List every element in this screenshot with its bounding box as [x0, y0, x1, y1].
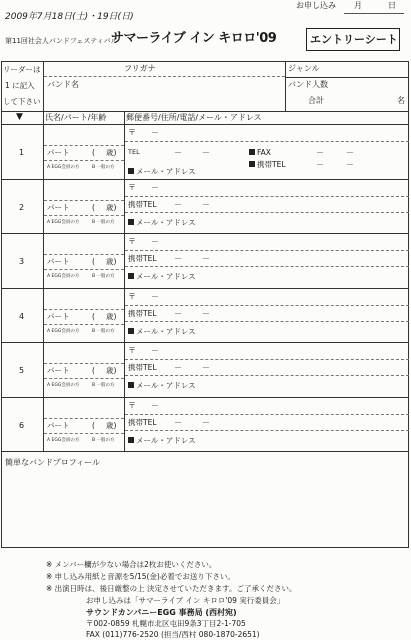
name-divider	[44, 145, 124, 146]
part-label: パート	[47, 420, 70, 430]
note-1: ※ メンバー欄が少ない場合は2枚お使いください。	[46, 560, 217, 569]
application-date-line	[344, 13, 404, 14]
mobile-divider	[125, 321, 409, 322]
email-bullet-icon	[128, 437, 134, 443]
email-field	[128, 273, 196, 281]
age-label: 歳)	[106, 420, 117, 430]
email-bullet-icon	[128, 382, 134, 388]
mobile-tel-label: 携帯TEL	[128, 417, 157, 427]
age-label: 歳)	[106, 148, 117, 157]
email-label: メール・アドレス	[136, 326, 196, 336]
mobile-dash-1: －	[174, 254, 182, 263]
membership-option-a[interactable]: A EGG会員の方	[47, 219, 80, 225]
name-column-header: 氏名/パート/年齢	[45, 113, 107, 122]
postal-divider	[125, 414, 409, 415]
age-open-paren: (	[92, 148, 95, 157]
membership-option-b[interactable]: B 一般の方	[92, 328, 115, 334]
email-field	[128, 168, 196, 176]
email-bullet-icon	[128, 168, 134, 174]
mobile-divider	[125, 430, 409, 431]
member-number: 1	[19, 148, 25, 157]
fax-dash-1: －	[316, 148, 324, 157]
postal-divider	[125, 305, 409, 306]
form-name-box	[306, 28, 400, 51]
postal-dash: －	[151, 346, 159, 355]
mobile-tel-label: 携帯TEL	[128, 199, 157, 209]
age-open-paren: (	[92, 420, 95, 430]
postal-divider	[125, 196, 409, 197]
postal-dash: －	[151, 182, 159, 192]
part-divider	[44, 269, 124, 270]
company-address: 〒002-0859 札幌市北区屯田9条3丁目2-1-705	[86, 619, 246, 628]
company-name: サウンドカンパニーEGG 事務局 (西村宛)	[86, 608, 237, 617]
age-open-paren: (	[92, 257, 95, 266]
fax-field	[249, 149, 271, 157]
event-series: 第11回社会人バンドフェスティバル	[5, 37, 118, 45]
member-count-label: バンド人数	[288, 80, 328, 89]
mobile-tel-label: 携帯TEL	[128, 308, 157, 318]
email-label: メール・アドレス	[136, 272, 196, 281]
member-number: 6	[19, 420, 25, 430]
furigana-label: フリガナ	[124, 64, 156, 73]
part-divider	[44, 215, 124, 216]
mobile-dash-1: －	[316, 160, 324, 169]
name-divider	[44, 254, 124, 255]
mobile-dash-2: －	[346, 160, 354, 169]
down-arrow-icon: ▼	[16, 112, 23, 122]
postal-dash: －	[151, 128, 159, 137]
band-name-label: バンド名	[47, 80, 79, 89]
part-divider	[44, 160, 124, 161]
row-divider	[1, 233, 409, 234]
age-open-paren: (	[92, 311, 95, 321]
postal-dash: －	[151, 400, 159, 410]
name-divider	[44, 363, 124, 364]
mobile-tel-label: 携帯TEL	[128, 254, 157, 263]
event-date: 2009年7月18日(土)・19日(日)	[5, 12, 134, 22]
email-bullet-icon	[128, 328, 134, 334]
email-bullet-icon	[128, 273, 134, 279]
membership-option-a[interactable]: A EGG会員の方	[47, 274, 80, 279]
name-divider	[44, 418, 124, 419]
age-label: 歳)	[106, 311, 117, 321]
postal-mark: 〒	[128, 400, 136, 410]
age-label: 歳)	[106, 202, 117, 212]
row-divider	[1, 179, 409, 180]
email-label: メール・アドレス	[136, 381, 196, 390]
name-divider	[44, 309, 124, 310]
part-divider	[44, 378, 124, 379]
row-divider	[1, 288, 409, 289]
mobile-divider	[125, 212, 409, 213]
mobile-dash-1: －	[174, 199, 182, 209]
row-divider	[1, 397, 409, 398]
email-label: メール・アドレス	[136, 167, 196, 176]
member-number: 2	[19, 202, 25, 212]
postal-mark: 〒	[128, 128, 136, 137]
email-label: メール・アドレス	[136, 435, 196, 445]
mobile-dash-1: －	[174, 417, 182, 427]
mobile-tel-label: 携帯TEL	[257, 160, 286, 169]
membership-option-b[interactable]: B 一般の方	[92, 383, 115, 388]
part-label: パート	[47, 311, 70, 321]
tel-dash-2: －	[202, 148, 210, 157]
day-label: 日	[388, 1, 396, 10]
email-bullet-icon	[128, 219, 134, 225]
mobile-dash-2: －	[202, 417, 210, 427]
mobile-dash-2: －	[202, 363, 210, 372]
note-3: ※ 出演日時は、後日厳整の上 決定させていただきます。ご了承ください。	[46, 584, 297, 593]
postal-mark: 〒	[128, 182, 136, 192]
mobile-bullet-icon	[249, 161, 255, 167]
email-field	[128, 382, 196, 390]
age-label: 歳)	[106, 257, 117, 266]
postal-divider	[125, 359, 409, 360]
event-title: サマーライブ イン キロロ'09	[111, 31, 277, 46]
leader-note-line1: リーダーは	[3, 65, 41, 74]
mobile-tel-field	[249, 161, 286, 169]
fax-dash-2: －	[346, 148, 354, 157]
mobile-divider	[125, 375, 409, 376]
total-label: 合計	[308, 96, 324, 105]
leader-note-line2: 1 に記入	[5, 81, 35, 90]
membership-option-b[interactable]: B 一般の方	[92, 165, 115, 170]
contact-column-header: 郵便番号/住所/電話/メール・アドレス	[126, 113, 262, 122]
profile-label: 簡単なバンドプロフィール	[5, 458, 100, 467]
mobile-dash-2: －	[202, 199, 210, 209]
leader-note-line3: して下さい	[3, 97, 41, 106]
postal-dash: －	[151, 237, 159, 246]
postal-dash: －	[151, 291, 159, 301]
mobile-divider	[125, 266, 409, 267]
membership-option-a[interactable]: A EGG会員の方	[47, 165, 80, 170]
row-divider	[1, 342, 409, 343]
mobile-dash-1: －	[174, 363, 182, 372]
mobile-dash-1: －	[174, 308, 182, 318]
age-open-paren: (	[92, 366, 95, 375]
postal-mark: 〒	[128, 237, 136, 246]
membership-option-b[interactable]: B 一般の方	[92, 437, 115, 443]
part-label: パート	[47, 257, 70, 266]
tel-dash-1: －	[174, 148, 182, 157]
email-field	[128, 437, 196, 445]
age-label: 歳)	[106, 366, 117, 375]
genre-label: ジャンル	[288, 64, 320, 73]
membership-option-a[interactable]: A EGG会員の方	[47, 328, 80, 334]
mobile-dash-2: －	[202, 254, 210, 263]
email-field	[128, 328, 196, 336]
postal-mark: 〒	[128, 346, 136, 355]
note-2: ※ 申し込み用紙と音源を5/15(金)必着でお送り下さい。	[46, 572, 235, 581]
part-divider	[44, 324, 124, 325]
mobile-dash-2: －	[202, 308, 210, 318]
member-number: 4	[19, 311, 25, 321]
membership-option-b[interactable]: B 一般の方	[92, 274, 115, 279]
age-open-paren: (	[92, 202, 95, 212]
membership-option-a[interactable]: A EGG会員の方	[47, 383, 80, 388]
month-label: 月	[354, 1, 362, 10]
membership-option-b[interactable]: B 一般の方	[92, 219, 115, 225]
part-label: パート	[47, 148, 70, 157]
part-label: パート	[47, 202, 70, 212]
mobile-tel-label: 携帯TEL	[128, 363, 157, 372]
company-fax: FAX (011)776-2520 (担当/西村 080-1870-2651)	[86, 630, 260, 639]
part-label: パート	[47, 366, 70, 375]
postal-divider	[125, 250, 409, 251]
email-field	[128, 219, 196, 227]
fax-label: FAX	[257, 148, 271, 157]
form-name: エントリーシート	[310, 33, 398, 46]
email-label: メール・アドレス	[136, 217, 196, 227]
postal-divider	[125, 141, 409, 142]
name-divider	[44, 200, 124, 201]
people-unit: 名	[397, 96, 405, 105]
application-date-label: お申し込み	[296, 1, 336, 10]
postal-mark: 〒	[128, 291, 136, 301]
tel-label: TEL	[128, 148, 140, 156]
part-divider	[44, 433, 124, 434]
member-number: 5	[19, 366, 25, 375]
member-number: 3	[19, 257, 25, 266]
contact-intro: お申し込みは「サマーライブ イン キロロ'09 実行委員会」	[86, 596, 285, 605]
membership-option-a[interactable]: A EGG会員の方	[47, 437, 80, 443]
fax-bullet-icon	[249, 149, 255, 155]
